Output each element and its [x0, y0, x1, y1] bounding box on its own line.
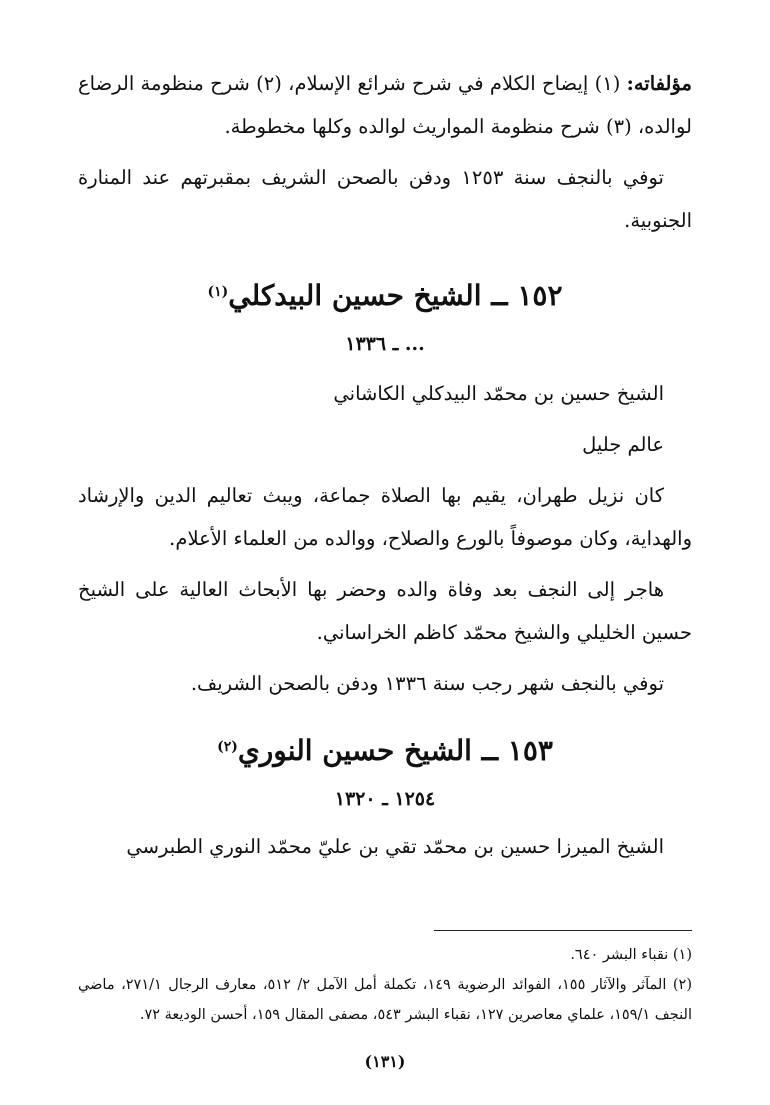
entry-152-name: الشيخ حسين بن محمّد البيدكلي الكاشاني: [333, 382, 664, 405]
works-paragraph: [78, 62, 692, 148]
entry-153-dates: ١٢٥٤ ـ ١٣٢٠: [334, 788, 436, 810]
entry-152-paragraph-2: هاجر إلى النجف بعد وفاة والده وحضر بها الأبحاث العالية على الشيخ حسين الخليلي والشيخ محمّد كاظم الخراساني.: [78, 578, 692, 644]
footnote-divider: [434, 930, 692, 931]
entry-152-title: [78, 276, 692, 316]
entry-152-paragraph-1: كان نزيل طهران، يقيم بها الصلاة جماعة، ويبث تعاليم الدين والإرشاد والهداية، وكان موصوفاً بالورع والصلاح، ووالده من العلماء الأعلام.: [78, 484, 692, 550]
entry-152-dates: ... ـ ١٣٣٦: [345, 333, 425, 355]
entry-153-title: [78, 731, 692, 771]
entry-153-title-text: ١٥٣ ــ الشيخ حسين النوري: [237, 734, 553, 767]
works-text: (١) إيضاح الكلام في شرح شرائع الإسلام، (٢) شرح منظومة الرضاع لوالده، (٣) شرح منظومة المواريث لوالده وكلها مخطوطة.: [78, 72, 692, 138]
entry-152-title-text: ١٥٢ ــ الشيخ حسين البيدكلي: [228, 279, 563, 312]
death-paragraph: توفي بالنجف سنة ١٢٥٣ ودفن بالصحن الشريف بمقبرتهم عند المنارة الجنوبية.: [78, 166, 692, 232]
footnote-ref-2: (٢): [217, 739, 238, 755]
entry-152-description: عالم جليل: [582, 433, 664, 456]
footnote-ref-1: (١): [207, 284, 229, 300]
footnote-2: (٢) المآثر والآثار ١٥٥، الفوائد الرضوية ١٤٩، تكملة أمل الآمل ٢/ ٥١٢، معارف الرجال ٢٧١/١، ماضي النجف ١٥٩/١، علماي معاصرين ١٢٧، نقباء البشر ٥٤٣، مصفى المقال ١٥٩، أحسن الوديعة ٧٢.: [78, 977, 692, 1023]
page-number: (١٣١): [364, 1052, 406, 1071]
footnote-1: (١) نقباء البشر ٦٤٠.: [570, 947, 692, 963]
works-label: مؤلفاته:: [626, 72, 692, 95]
entry-153-name: الشيخ الميرزا حسين بن محمّد تقي بن عليّ محمّد النوري الطبرسي: [126, 835, 664, 858]
entry-152-paragraph-3: توفي بالنجف شهر رجب سنة ١٣٣٦ ودفن بالصحن الشريف.: [190, 672, 664, 695]
footnotes: [78, 940, 692, 1030]
